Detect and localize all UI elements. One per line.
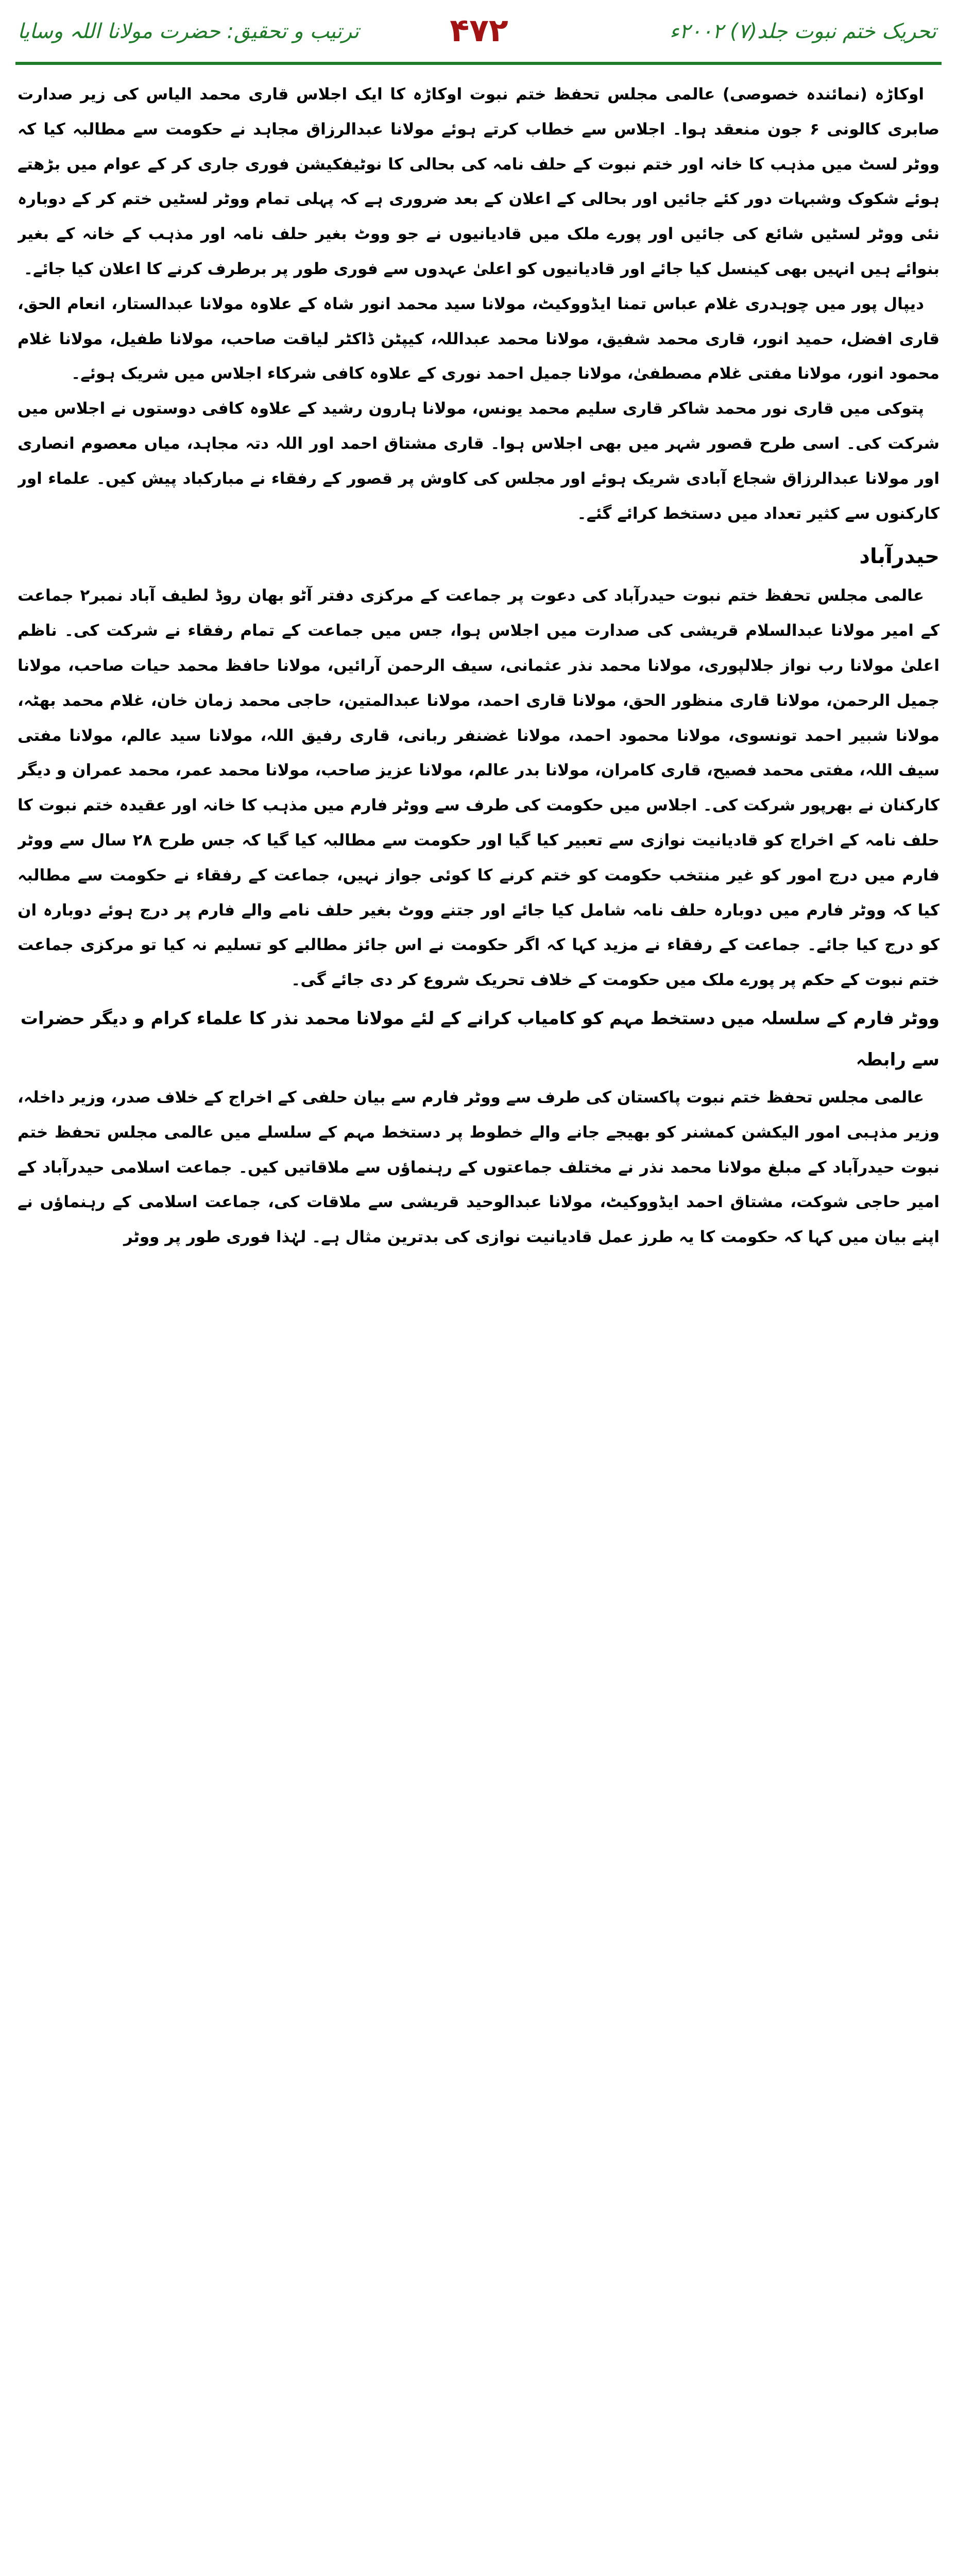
book-title: تحریک ختم نبوت جلد(۷) ۲۰۰۲ء bbox=[669, 20, 936, 43]
section-heading-hyderabad: حیدرآباد bbox=[859, 545, 939, 569]
page-header bbox=[0, 0, 957, 77]
header-divider bbox=[15, 62, 942, 65]
paragraph-dipalpur: دیپال پور میں چوہدری غلام عباس تمنا ایڈووکیٹ، مولانا سید محمد انور شاہ کے علاوہ مولانا عبدالستار، انعام الحق، قاری افضل، حمید انور، قاری محمد شفیق، مولانا محمد عبداللہ، کیپٹن ڈاکٹر لیاقت صاحب، مولانا طفیل، مولانا غلام محمود انور، مولانا مفتی غلام مصطفیٰ، مولانا جمیل احمد نوری کے علاوہ کافی شرکاء اجلاس میں شریک ہوئے۔ bbox=[18, 294, 939, 383]
paragraph-signature-campaign: عالمی مجلس تحفظ ختم نبوت پاکستان کی طرف سے ووٹر فارم سے بیان حلفی کے اخراج کے خلاف صدر، وزیر داخلہ، وزیر مذہبی امور الیکشن کمشنر کو بھیجے جانے والے خطوط پر دستخط مہم کے سلسلے میں عالمی مجلس تحفظ ختم نبوت حیدرآباد کے مبلغ مولانا محمد نذر نے مختلف جماعتوں کے رہنماؤں سے ملاقاتیں کیں۔ جماعت اسلامی حیدرآباد کے امیر حاجی شوکت، مشتاق احمد ایڈووکیٹ، مولانا عبدالوحید قریشی سے ملاقات کی، جماعت اسلامی کے رہنماؤں نے اپنے بیان میں کہا کہ حکومت کا یہ طرز عمل قادیانیت نوازی کی بدترین مثال ہے۔ لہٰذا فوری طور پر ووٹر bbox=[18, 1088, 939, 1247]
page-footer bbox=[0, 1386, 957, 1430]
page-number: ۴۷۲ bbox=[450, 11, 508, 49]
paragraph-pattoki-kasur: پتوکی میں قاری نور محمد شاکر قاری سلیم محمد یونس، مولانا ہارون رشید کے علاوہ کافی دوستوں نے اجلاس میں شرکت کی۔ اسی طرح قصور شہر میں بھی اجلاس ہوا۔ قاری مشتاق احمد اور اللہ دتہ مجاہد، میاں معصوم انصاری اور مولانا عبدالرزاق شجاع آبادی شریک ہوئے اور مجلس کی کاوش پر قصور کے رفقاء نے مبارکباد پیش کیں۔ علماء اور کارکنوں سے کثیر تعداد میں دستخط کرائے گئے۔ bbox=[18, 399, 939, 523]
article-body bbox=[18, 77, 939, 1360]
editor-credit: ترتیب و تحقیق: حضرت مولانا اللہ وسایا bbox=[18, 20, 360, 43]
paragraph-hyderabad: عالمی مجلس تحفظ ختم نبوت حیدرآباد کی دعوت پر جماعت کے مرکزی دفتر آٹو بھان روڈ لطیف آباد نمبر۲ جماعت کے امیر مولانا عبدالسلام قریشی کی صدارت میں اجلاس ہوا، جس میں جماعت کے تمام رفقاء نے شرکت کی۔ ناظم اعلیٰ مولانا رب نواز جلالپوری، مولانا محمد نذر عثمانی، سیف الرحمن آرائیں، مولانا حافظ محمد حیات صاحب، مولانا جمیل الرحمن، مولانا قاری منظور الحق، مولانا قاری احمد، مولانا عبدالمتین، حاجی محمد زمان خان، غلام محمد بھٹہ، مولانا شبیر احمد تونسوی، مولانا محمود احمد، مولانا غضنفر ربانی، قاری رفیق اللہ، مولانا سید عالم، مولانا مفتی سیف اللہ، مفتی محمد فصیح، قاری کامران، مولانا بدر عالم، مولانا عزیز صاحب، مولانا محمد عمر، محمد عمران و دیگر کارکنان نے بھرپور شرکت کی۔ اجلاس میں حکومت کی طرف سے ووٹر فارم میں مذہب کا خانہ اور عقیدہ ختم نبوت کا حلف نامہ کے اخراج کو قادیانیت نوازی سے تعبیر کیا گیا اور حکومت سے مطالبہ کیا گیا کہ جس طرح ۲۸ سال سے ووٹر فارم میں درج امور کو غیر منتخب حکومت کو ختم کرنے کا کوئی جواز نہیں، جماعت کے رفقاء نے حکومت سے مطالبہ کیا کہ ووٹر فارم میں دوبارہ حلف نامہ شامل کیا جائے اور جتنے ووٹ بغیر حلف نامے والے فارم پر درج ہوئے دوبارہ ان کو درج کیا جائے۔ جماعت کے رفقاء نے مزید کہا کہ اگر حکومت نے اس جائز مطالبے کو تسلیم نہ کیا تو مرکزی جماعت ختم نبوت کے حکم پر پورے ملک میں حکومت کے خلاف تحریک شروع کر دی جائے گی۔ bbox=[18, 586, 939, 990]
paragraph-okara: اوکاڑہ (نمائندہ خصوصی) عالمی مجلس تحفظ ختم نبوت اوکاڑہ کا ایک اجلاس قاری محمد الیاس کی زیر صدارت صابری کالونی ۶ جون منعقد ہوا۔ اجلاس سے خطاب کرتے ہوئے مولانا عبدالرزاق مجاہد نے حکومت سے مطالبہ کیا کہ ووٹر لسٹ میں مذہب کا خانہ اور ختم نبوت کے حلف نامہ کی بحالی کا نوٹیفکیشن فوری جاری کر کے عوام میں بڑھتے ہوئے شکوک وشبہات دور کئے جائیں اور بحالی کے اعلان کے بعد ضروری ہے کہ پہلی تمام ووٹر لسٹیں ختم کر کے دوبارہ نئی ووٹر لسٹیں شائع کی جائیں اور پورے ملک میں قادیانیوں نے جو ووٹ بغیر حلف نامہ اور مذہب کے خانہ کے بغیر بنوائے ہیں انہیں بھی کینسل کیا جائے اور قادیانیوں کو اعلیٰ عہدوں سے فوری طور پر برطرف کرنے کا اعلان کیا جائے۔ bbox=[18, 85, 939, 278]
section-heading-signature-campaign: ووٹر فارم کے سلسلہ میں دستخط مہم کو کامیاب کرانے کے لئے مولانا محمد نذر کا علماء کرام و دیگر حضرات سے رابطہ bbox=[20, 1008, 939, 1070]
